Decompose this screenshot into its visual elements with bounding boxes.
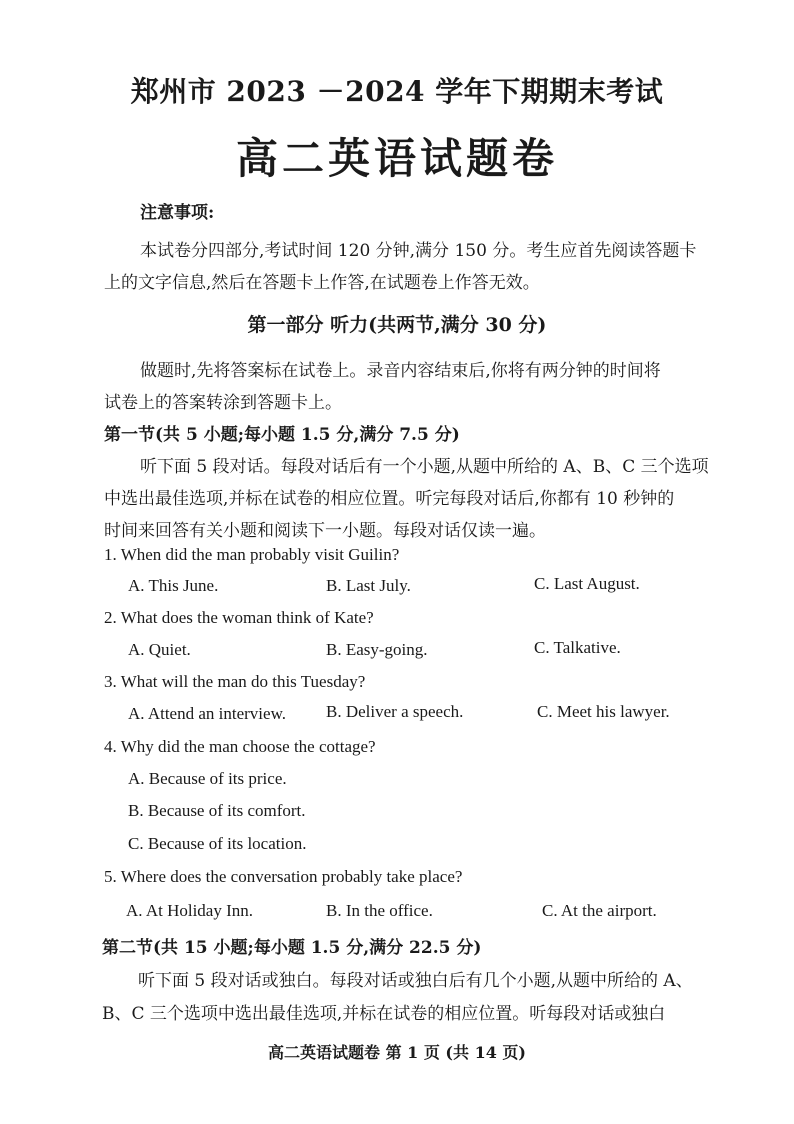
- option-b: B. Because of its comfort.: [128, 801, 306, 820]
- section1-instruction: 中选出最佳选项,并标在试卷的相应位置。听完每段对话后,你都有 10 秒钟的: [104, 489, 675, 509]
- option-b: B. Last July.: [326, 576, 411, 595]
- question-stem: 2. What does the woman think of Kate?: [104, 608, 374, 627]
- part1-title: 第一部分 听力(共两节,满分 30 分): [247, 314, 547, 336]
- option-c: C. At the airport.: [542, 901, 657, 920]
- option-b: B. Deliver a speech.: [326, 702, 464, 721]
- option-c: C. Talkative.: [534, 638, 621, 657]
- section1-title: 第一节(共 5 小题;每小题 1.5 分,满分 7.5 分): [104, 425, 460, 445]
- section2-instruction: 听下面 5 段对话或独白。每段对话或独白后有几个小题,从题中所给的 A、: [138, 971, 693, 991]
- page-footer: 高二英语试题卷 第 1 页 (共 14 页): [268, 1043, 526, 1062]
- section2-instruction: B、C 三个选项中选出最佳选项,并标在试卷的相应位置。听每段对话或独白: [102, 1004, 666, 1024]
- part1-intro-line: 做题时,先将答案标在试卷上。录音内容结束后,你将有两分钟的时间将: [140, 361, 661, 381]
- notice-line: 本试卷分四部分,考试时间 120 分钟,满分 150 分。考生应首先阅读答题卡: [140, 241, 697, 261]
- option-c: C. Last August.: [534, 574, 640, 593]
- option-a: A. At Holiday Inn.: [126, 901, 254, 920]
- paper-title: 高二英语试题卷: [235, 134, 558, 183]
- question-stem: 1. When did the man probably visit Guilin?: [104, 545, 400, 564]
- question-stem: 3. What will the man do this Tuesday?: [104, 672, 366, 691]
- option-a: A. This June.: [128, 576, 219, 595]
- question-stem: 5. Where does the conversation probably take place?: [104, 867, 463, 886]
- notice-heading: 注意事项:: [140, 203, 215, 223]
- part1-intro-line: 试卷上的答案转涂到答题卡上。: [104, 393, 342, 413]
- option-b: B. Easy-going.: [326, 640, 428, 659]
- option-a: A. Attend an interview.: [128, 704, 286, 723]
- notice-line: 上的文字信息,然后在答题卡上作答,在试题卷上作答无效。: [104, 273, 540, 293]
- option-a: A. Quiet.: [128, 640, 191, 659]
- question-stem: 4. Why did the man choose the cottage?: [104, 737, 376, 756]
- option-c: C. Because of its location.: [128, 834, 307, 853]
- section1-instruction: 听下面 5 段对话。每段对话后有一个小题,从题中所给的 A、B、C 三个选项: [140, 457, 709, 477]
- section2-title: 第二节(共 15 小题;每小题 1.5 分,满分 22.5 分): [102, 938, 482, 958]
- option-a: A. Because of its price.: [128, 769, 287, 788]
- section1-instruction: 时间来回答有关小题和阅读下一小题。每段对话仅读一遍。: [104, 521, 546, 541]
- option-c: C. Meet his lawyer.: [537, 702, 670, 721]
- option-b: B. In the office.: [326, 901, 433, 920]
- exam-title: 郑州市 2023 －2024 学年下期期末考试: [130, 75, 664, 108]
